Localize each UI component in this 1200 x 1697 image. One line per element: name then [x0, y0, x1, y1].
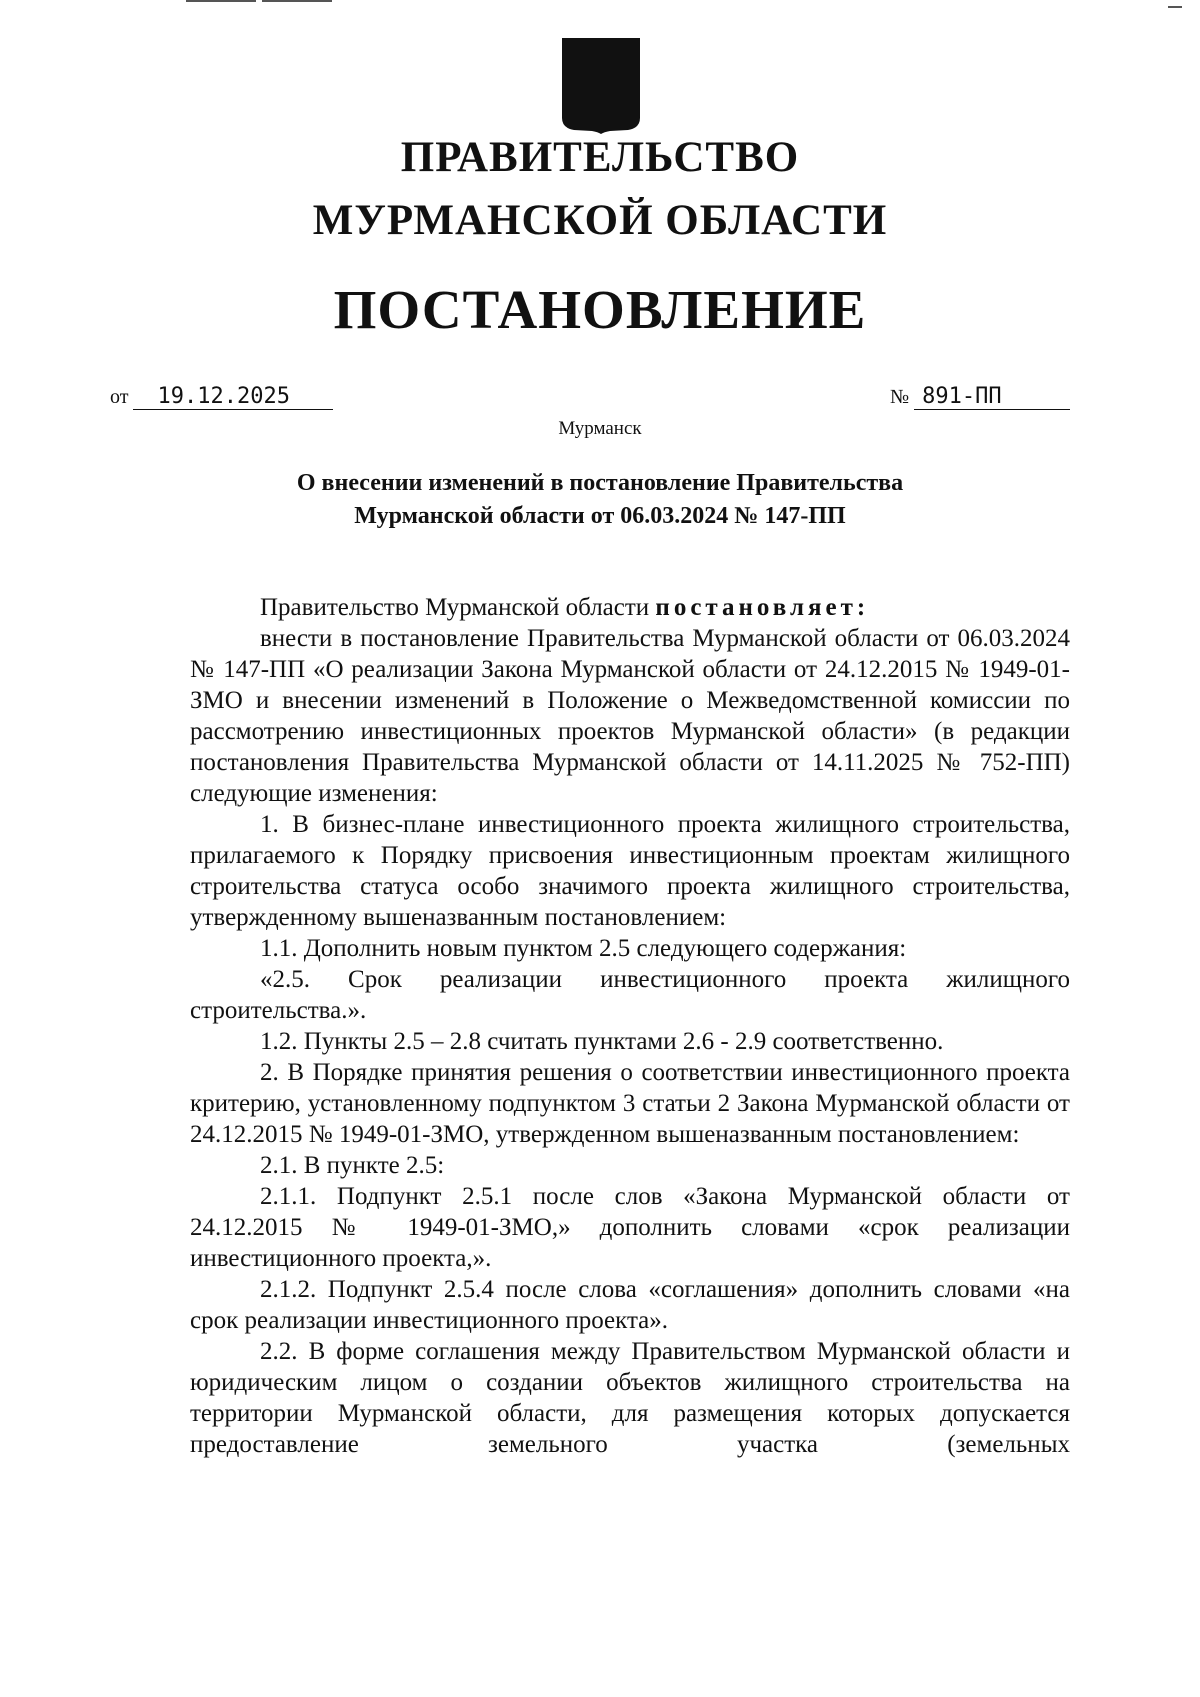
paragraph: 2.1.1. Подпункт 2.5.1 после слов «Закона Мурманской области от 24.12.2015 № 1949-01-ЗМО,» дополнить словами «срок реализации инвестиционного проекта,». — [190, 1183, 1070, 1272]
organization-name-line1: ПРАВИТЕЛЬСТВО — [400, 134, 800, 181]
issue-city: Мурманск — [558, 418, 642, 439]
document-date — [110, 385, 333, 410]
paragraph: 2.1.2. Подпункт 2.5.4 после слова «соглашения» дополнить словами «на срок реализации инвестиционного проекта». — [190, 1276, 1070, 1334]
paragraph: 1.2. Пункты 2.5 – 2.8 считать пунктами 2.6 - 2.9 соответственно. — [260, 1028, 944, 1055]
paragraph: 1.1. Дополнить новым пунктом 2.5 следующего содержания: — [260, 935, 907, 962]
scan-mark — [262, 0, 332, 2]
document-subject — [0, 467, 1200, 533]
document-type-title: ПОСТАНОВЛЕНИЕ — [333, 279, 867, 340]
date-prefix: от — [110, 386, 129, 408]
subject-line2: Мурманской области от 06.03.2024 № 147-ПП — [354, 503, 846, 529]
paragraph: 2.2. В форме соглашения между Правительством Мурманской области и юридическим лицом о создании объектов жилищного строительства на территории Мурманской области, для размещения которых допускается предоставление земельного участка (земельных — [190, 1338, 1070, 1458]
date-value: 19.12.2025 — [133, 385, 333, 410]
scan-mark — [186, 0, 256, 2]
coat-of-arms-emblem — [562, 38, 640, 134]
intro-paragraph — [190, 592, 1070, 623]
paragraph: внести в постановление Правительства Мурманской области от 06.03.2024 № 147-ПП «О реализации Закона Мурманской области от 24.12.2015 № 1949-01-ЗМО и внесении изменений в Положение о Межведомственной комиссии по рассмотрению инвестиционных проектов Мурманской области» (в редакции постановления Правительства Мурманской области от 14.11.2025 № 752-ПП) следующие изменения: — [190, 625, 1070, 807]
paragraph: 1. В бизнес-плане инвестиционного проекта жилищного строительства, прилагаемого к Порядку присвоения инвестиционным проектам жилищного строительства статуса особо значимого проекта жилищного строительства, утвержденному вышеназванным постановлением: — [190, 811, 1070, 931]
scan-mark — [1168, 6, 1182, 8]
document-number — [890, 385, 1070, 410]
number-value: 891-ПП — [914, 385, 1070, 410]
intro-lead: Правительство Мурманской области — [260, 594, 656, 621]
paragraph: 2.1. В пункте 2.5: — [260, 1152, 445, 1179]
organization-name-line2: МУРМАНСКОЙ ОБЛАСТИ — [312, 197, 888, 244]
number-prefix: № — [890, 386, 910, 408]
paragraph: 2. В Порядке принятия решения о соответствии инвестиционного проекта критерию, установленному подпунктом 3 статьи 2 Закона Мурманской области от 24.12.2015 № 1949-01-ЗМО, утвержденном вышеназванным постановлением: — [190, 1059, 1070, 1148]
paragraph: «2.5. Срок реализации инвестиционного проекта жилищного строительства.». — [190, 966, 1070, 1024]
subject-line1: О внесении изменений в постановление Правительства — [296, 470, 904, 496]
document-body — [190, 592, 1070, 1460]
intro-verb: постановляет: — [655, 594, 870, 621]
